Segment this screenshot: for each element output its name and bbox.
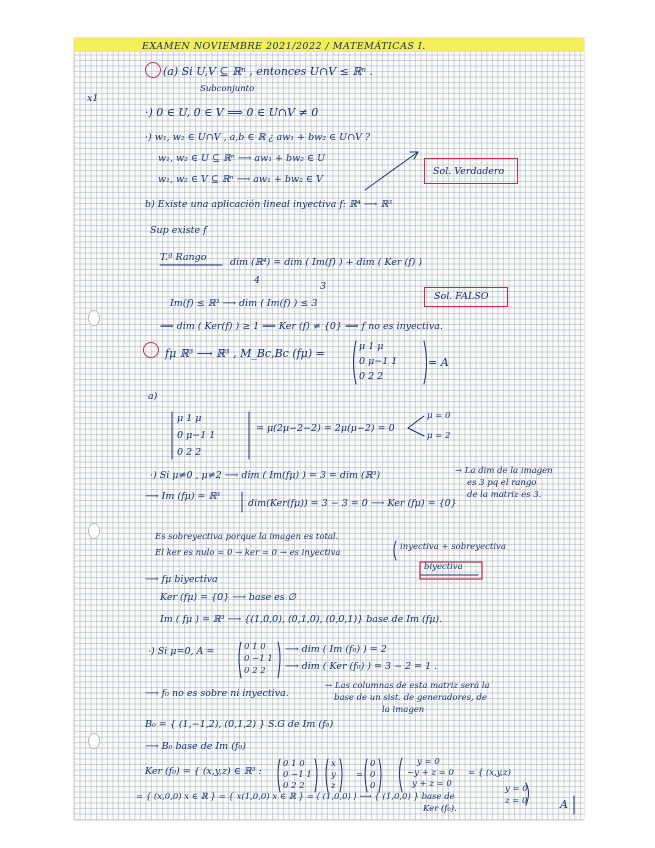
page-mark: A: [560, 798, 568, 811]
vector-bracket: [365, 759, 367, 792]
vector-entry: x: [331, 759, 336, 769]
q2-definition: fμ ℝ³ ⟶ ℝ³ , M_Bc,Bc (fμ) =: [165, 347, 325, 360]
matrix-bracket: [424, 341, 427, 384]
matrix-row: 0 −1 1: [283, 770, 312, 780]
not-surjective-injective: ⟶ f₀ no es sobre ni inyectiva.: [145, 688, 289, 699]
q1-a-line-2: ·) w₁, w₂ ∈ U∩V , a,b ∈ ℝ ¿ aw₁ + bw₂ ∈ U∩V ?: [145, 132, 371, 143]
matrix-bracket: [278, 759, 280, 792]
image-equals-r3: ⟶ Im (fμ) = ℝ³: [145, 491, 221, 502]
zero-entry: 0: [370, 770, 376, 780]
system-eq: y = 0: [417, 757, 440, 767]
injective-note: El ker es nulo = 0 → ker = 0 → es inyectiva: [155, 548, 341, 558]
q1-b-conclusion: ⟹ dim ( Ker(f) ) ≥ 1 ⟹ Ker (f) ≠ {0} ⟹ f no es inyectiva.: [160, 321, 443, 332]
answer-false-label: Sol. FALSO: [434, 291, 489, 302]
yz-zero: z = 0: [505, 796, 528, 806]
system-eq: y + z = 0: [412, 779, 452, 789]
q1-b-statement: b) Existe una aplicación lineal inyectiva f: ℝ⁴ ⟶ ℝ³: [145, 199, 393, 210]
vector-bracket: [379, 759, 381, 792]
system-brace: [400, 758, 403, 792]
matrix-bracket: [278, 642, 280, 678]
dim-image-f0: ⟶ dim ( Im (f₀) ) = 2: [285, 644, 387, 655]
matrix-row: μ 1 μ: [359, 341, 384, 352]
dim-kernel-f0: ⟶ dim ( Ker (f₀) ) = 3 − 2 = 1 .: [285, 661, 438, 672]
image-base: Im ( fμ ) = ℝ³ ⟶ {(1,0,0), (0,1,0), (0,0,1)} base de Im (fμ).: [160, 614, 443, 625]
q1-subscript-note: Subconjunto: [200, 84, 255, 94]
side-note: base de un sist. de generadores, de: [334, 693, 487, 703]
case-mu-zero: ·) Si μ=0, A =: [148, 646, 215, 657]
kernel-set-end: = { (x,y,z): [468, 768, 511, 778]
arrow-stroke: [365, 152, 418, 190]
root-arrow: [408, 416, 424, 428]
system-eq: −y + z = 0: [407, 768, 454, 778]
det-row: 0 μ−1 1: [177, 430, 216, 441]
zero-entry: 0: [370, 759, 376, 769]
kernel-span: = { (x,0,0) x ∈ ℝ } = { x(1,0,0) x ∈ ℝ } = ⟨ (1,0,0) ⟩ ⟶ { (1,0,0) } base de: [136, 792, 455, 802]
exam-header: EXAMEN NOVIEMBRE 2021/2022 / MATEMÁTICAS I.: [142, 41, 426, 52]
vector-entry: y: [331, 770, 336, 780]
answer-true-label: Sol. Verdadero: [433, 166, 505, 177]
bijective-reason: inyectiva + sobreyectiva: [400, 542, 506, 552]
side-note: de la matriz es 3.: [467, 490, 542, 500]
kernel-f0-def: Ker (f₀) = { (x,y,z) ∈ ℝ³ :: [145, 766, 262, 777]
system-brace: [526, 783, 529, 805]
case-general: ·) Si μ≠0 , μ≠2 ⟶ dim ( Im(fμ) ) = 3 = dim (ℝ³): [150, 470, 381, 481]
matrix-row: 0 μ−1 1: [359, 356, 398, 367]
kernel-base: Ker (fμ) = {0} ⟶ base es ∅: [160, 592, 296, 603]
root-arrow: [408, 428, 424, 436]
matrix-row: 0 2 2: [359, 371, 384, 382]
matrix-row: 0 2 2: [283, 781, 305, 791]
side-note: la imagen: [382, 705, 425, 715]
q1-b-line-2: Sup existe f: [150, 225, 207, 236]
bijective-box: [420, 562, 482, 579]
side-note: → La dim de la imagen: [455, 466, 553, 476]
vector-entry: z: [331, 781, 336, 791]
root-mu-2: μ = 2: [427, 431, 451, 441]
q1-a-line-3: w₁, w₂ ∈ U ⊆ ℝⁿ ⟶ aw₁ + bw₂ ∈ U: [158, 153, 326, 164]
kernel-dim: dim(Ker(fμ)) = 3 − 3 = 0 ⟶ Ker (fμ) = {0}: [248, 498, 457, 509]
matrix-row: 0 2 2: [244, 666, 266, 676]
det-row: 0 2 2: [177, 447, 202, 458]
surjective-note: Es sobreyectiva porque la imagen es total.: [155, 532, 339, 542]
q1-b-line-5: Im(f) ≤ ℝ³ ⟶ dim ( Im(f) ) ≤ 3: [170, 298, 318, 309]
brace-stroke: [394, 541, 396, 560]
vector-bracket: [340, 759, 342, 792]
q2-a-label: a): [148, 391, 158, 402]
q1-a-statement: (a) Si U,V ⊆ ℝⁿ , entonces U∩V ≤ ℝⁿ .: [163, 65, 373, 78]
yz-zero: y = 0: [505, 784, 528, 794]
bijective-word: biyectiva: [424, 562, 463, 572]
matrix-bracket: [354, 341, 357, 384]
bijective-conclusion: ⟶ fμ biyectiva: [145, 574, 218, 585]
margin-mark: x1: [87, 93, 99, 104]
vector-bracket: [326, 759, 328, 792]
zero-entry: 0: [370, 781, 376, 791]
rank-theorem-label: T.ª Rango: [160, 252, 207, 263]
matrix-row: 0 −1 1: [244, 654, 273, 664]
matrix-row: 0 1 0: [283, 759, 305, 769]
matrix-bracket: [315, 759, 317, 792]
side-note: es 3 pq el rango: [467, 478, 537, 488]
det-row: μ 1 μ: [177, 413, 202, 424]
kernel-span-end: Ker (f₀).: [423, 804, 457, 814]
side-note: → Las columnas de esta matriz será la: [325, 681, 490, 691]
q1-a-line-4: w₁, w₂ ∈ V ⊆ ℝⁿ ⟶ aw₁ + bw₂ ∈ V: [158, 174, 323, 185]
matrix-equals-A: = A: [428, 356, 449, 369]
dim-value-4: 4: [254, 275, 261, 286]
equals-sign: =: [356, 770, 364, 780]
b0-base: ⟶ B₀ base de Im (f₀): [145, 741, 246, 752]
matrix-row: 0 1 0: [244, 642, 266, 652]
generating-set: B₀ = { (1,−1,2), (0,1,2) } S.G de Im (f₀): [145, 719, 334, 730]
root-mu-0: μ = 0: [427, 411, 451, 421]
q1-b-line-3: dim (ℝ⁴) = dim ( Im(f) ) + dim ( Ker (f) ): [230, 257, 423, 268]
matrix-bracket: [239, 642, 241, 678]
dim-value-3: 3: [320, 281, 327, 292]
determinant-equation: = μ(2μ−2−2) = 2μ(μ−2) = 0: [256, 423, 395, 434]
q1-a-line-1: ·) 0 ∈ U, 0 ∈ V ⟹ 0 ∈ U∩V ≠ 0: [145, 106, 319, 119]
